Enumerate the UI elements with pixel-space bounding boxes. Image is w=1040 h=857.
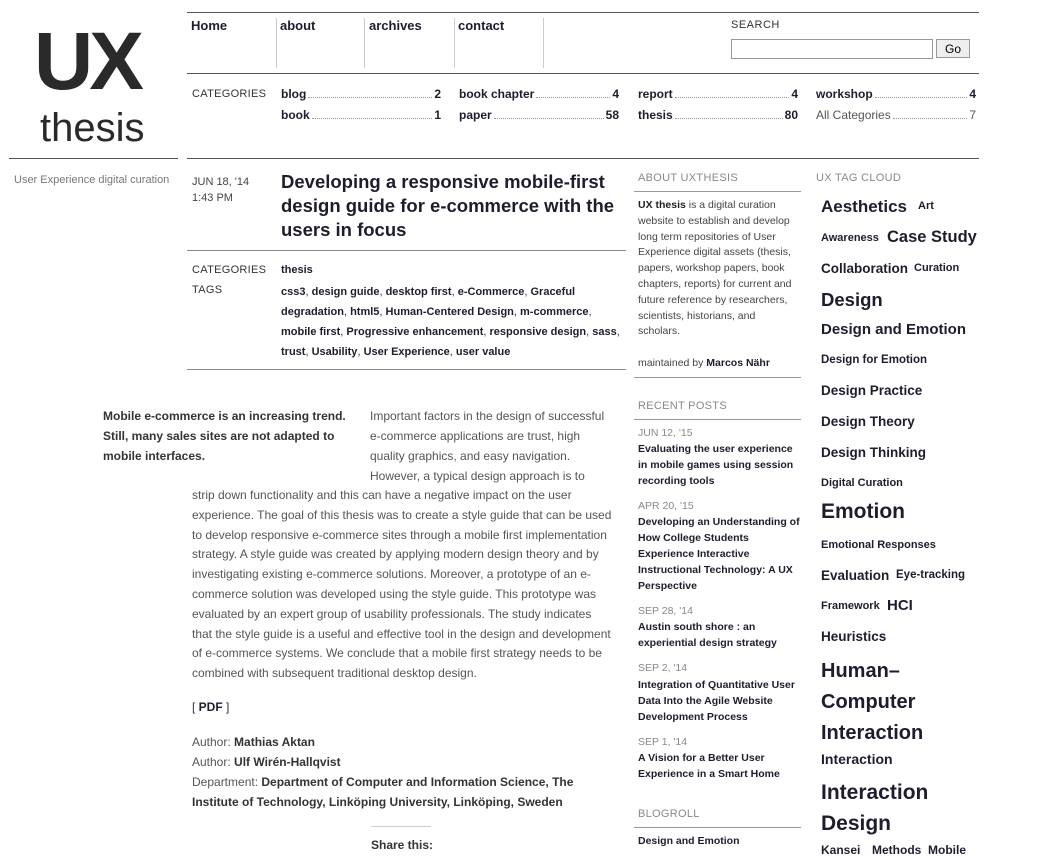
tag-cloud-link[interactable]: Mobile	[928, 843, 966, 857]
tag-link[interactable]: responsive design	[489, 326, 587, 338]
tag-link[interactable]: Progressive enhancement	[346, 326, 484, 338]
recent-post-link[interactable]: Austin south shore : an experiential design strategy	[638, 621, 777, 649]
blogroll-heading: BLOGROLL	[638, 808, 700, 820]
post-category-link[interactable]: thesis	[281, 264, 313, 276]
post-date-time: 1:43 PM	[192, 192, 233, 204]
recent-post-link[interactable]: Developing an Understanding of How College Students Experience Interactive Instructional Technology: A UX Perspective	[638, 516, 800, 592]
category-count: 80	[784, 108, 798, 122]
about-brand: UX thesis	[638, 199, 686, 211]
department-row: Department: Department of Computer and Information Science, The Institute of Technology, Linköping University, Linköping, Sweden	[192, 775, 574, 809]
tag-cloud-link[interactable]: Heuristics	[821, 629, 887, 644]
nav-separator	[364, 18, 365, 68]
tag-cloud-link[interactable]: Design Practice	[821, 383, 923, 398]
recent-posts-rule	[634, 419, 801, 420]
logo-ux[interactable]: UX	[34, 16, 140, 107]
post-meta-rule	[187, 369, 626, 370]
category-count: 4	[969, 87, 976, 101]
post-tags-label: TAGS	[192, 284, 223, 296]
category-paper[interactable]	[459, 108, 619, 122]
author-row: Author: Mathias Aktan	[192, 735, 315, 749]
maintainer-link[interactable]: Marcos Nähr	[706, 357, 770, 369]
tag-link[interactable]: e-Commerce	[457, 286, 525, 298]
share-heading: Share this:	[371, 838, 434, 852]
blogroll-rule	[634, 827, 801, 828]
about-rule	[634, 191, 801, 192]
post-body: strip down functionality and this can have a negative impact on the user experience. The goal of this thesis was to create a style guide that can be used to develop responsive e-commerce sites through a mobile first implementation strategy. A style guide was created by applying modern design theory and by investigating existing e-commerce solutions. Moreover, a prototype of an e-commerce solution was developed using the style guide. This prototype was evaluated by an expert group of usability professionals. The study indicates that the style guide is a useful and effective tool in the design and development of e-commerce systems. We conclude that a mobile first strategy needs to be combined with subsequent traditional desktop design.	[192, 488, 612, 681]
nav-contact[interactable]: contact	[458, 18, 505, 33]
recent-post-date: SEP 2, '14	[638, 662, 688, 674]
category-all[interactable]	[816, 108, 976, 122]
header-top-rule	[187, 12, 979, 13]
tag-cloud-link[interactable]: Design	[821, 289, 883, 310]
tag-link[interactable]: user value	[455, 346, 511, 358]
blogroll-link[interactable]: Design and Emotion	[638, 835, 740, 847]
category-workshop[interactable]	[816, 87, 976, 101]
tag-link[interactable]: trust	[281, 346, 306, 358]
tag-cloud-heading: UX TAG CLOUD	[816, 172, 902, 184]
category-thesis[interactable]	[638, 108, 798, 122]
category-count: 1	[434, 108, 441, 122]
tag-cloud-link[interactable]: Awareness	[821, 232, 879, 244]
category-count: 7	[969, 108, 976, 122]
post-body-intro: Important factors in the design of successful e-commerce applications are trust, high quality graphics, and easy navigation. However, a typical design approach is to	[370, 409, 605, 483]
tag-link[interactable]: css3	[281, 286, 306, 298]
category-name: report	[638, 87, 673, 101]
tag-cloud-link[interactable]: Design Theory	[821, 414, 915, 429]
pdf-link[interactable]: PDF	[198, 700, 223, 714]
tag-cloud-link[interactable]: Eye-tracking	[896, 569, 966, 581]
tag-cloud-link[interactable]: Methods	[872, 843, 922, 857]
author-name: Ulf Wirén-Hallqvist	[234, 755, 341, 769]
tag-cloud-link[interactable]: Evaluation	[821, 568, 890, 583]
tag-link[interactable]: User Experience	[363, 346, 450, 358]
category-blog[interactable]	[281, 87, 441, 101]
category-count: 4	[791, 87, 798, 101]
tag-cloud-link[interactable]: Curation	[914, 262, 960, 274]
post-info	[192, 732, 612, 812]
tag-cloud-link[interactable]: Design for Emotion	[821, 354, 928, 366]
category-name: paper	[459, 108, 492, 122]
recent-post-link[interactable]: Evaluating the user experience in mobile games using session recording tools	[638, 443, 794, 487]
tag-link[interactable]: desktop first	[385, 286, 452, 298]
category-name: workshop	[816, 87, 873, 101]
author-row: Author: Ulf Wirén-Hallqvist	[192, 755, 341, 769]
tag-cloud-link[interactable]: Human–Computer Interaction	[821, 660, 924, 744]
nav-separator	[454, 18, 455, 68]
category-count: 58	[605, 108, 619, 122]
category-count: 4	[612, 87, 619, 101]
site-tagline: User Experience digital curation	[14, 174, 170, 186]
tag-link[interactable]: design guide	[311, 286, 380, 298]
maintained-by: maintained by Marcos Nähr	[638, 357, 770, 369]
search-label: SEARCH	[731, 19, 780, 31]
department-name: Department of Computer and Information Science, The Institute of Technology, Linköping University, Linköping, Sweden	[192, 775, 574, 809]
tag-cloud-link[interactable]: Framework	[821, 600, 880, 612]
category-count: 2	[434, 87, 441, 101]
category-name: blog	[281, 87, 307, 101]
tag-link[interactable]: Human-Centered Design	[385, 306, 514, 318]
category-book[interactable]	[281, 108, 441, 122]
tag-link[interactable]: Usability	[311, 346, 358, 358]
header-mid-rule	[187, 73, 979, 74]
tag-cloud-link[interactable]: Emotion	[821, 500, 905, 523]
category-name: thesis	[638, 108, 673, 122]
tag-link[interactable]: html5	[350, 306, 380, 318]
tag-cloud-link[interactable]: Case Study	[887, 228, 977, 246]
search-input[interactable]	[731, 39, 933, 59]
tag-cloud-link[interactable]: Interaction	[821, 751, 893, 767]
tag-cloud-link[interactable]: Design and Emotion	[821, 321, 967, 338]
category-book-chapter[interactable]	[459, 87, 619, 101]
categories-label: CATEGORIES	[192, 88, 267, 100]
about-heading: ABOUT UXTHESIS	[638, 172, 738, 184]
tag-cloud-link[interactable]: Aesthetics	[821, 197, 907, 216]
tag-cloud-link[interactable]: Collaboration	[821, 261, 908, 276]
post-tags: css3, design guide, desktop first, e-Commerce, Graceful degradation, html5, Human-Centered Design, m-commerce, mobile first, Progressive enhancement, responsive design, sass, trust, Usability, User Experience, user value	[281, 286, 620, 358]
post-date	[192, 174, 272, 206]
category-name: All Categories	[816, 108, 891, 122]
recent-post-link[interactable]: A Vision for a Better User Experience in a Smart Home	[638, 752, 780, 780]
post-title-rule	[187, 250, 626, 251]
tag-cloud-link[interactable]: Kansei	[821, 843, 861, 857]
recent-post-date: JUN 12, '15	[638, 427, 693, 439]
tag-link[interactable]: sass	[592, 326, 617, 338]
header-bottom-rule	[187, 158, 979, 159]
nav-separator	[543, 18, 544, 68]
post-categories-label: CATEGORIES	[192, 264, 267, 276]
tag-link[interactable]: mobile first	[281, 326, 341, 338]
logo-divider	[9, 158, 178, 159]
tag-cloud-link[interactable]: HCI	[887, 597, 913, 614]
nav-about[interactable]: about	[280, 18, 316, 33]
recent-post-link[interactable]: Integration of Quantitative User Data Into the Agile Website Development Process	[638, 679, 795, 723]
tag-cloud-link[interactable]: Design Thinking	[821, 445, 927, 460]
tag-cloud-link[interactable]: Digital Curation	[821, 477, 903, 489]
about-text: UX thesis is a digital curation website to establish and develop long term repositories of User Experience digital assets (thesis, papers, workshop papers, book chapters, reports) for current and future reference by researchers, scientists, historians, and scholars.	[638, 199, 792, 338]
post-lead: Mobile e-commerce is an increasing trend. Still, many sales sites are not adapted to mobile interfaces.	[103, 409, 346, 463]
tag-cloud-link[interactable]: Emotional Responses	[821, 539, 936, 551]
author-name: Mathias Aktan	[234, 735, 315, 749]
nav-home[interactable]: Home	[191, 18, 228, 33]
category-name: book chapter	[459, 87, 535, 101]
category-report[interactable]	[638, 87, 798, 101]
category-name: book	[281, 108, 310, 122]
share-divider	[371, 826, 431, 827]
post-title[interactable]: Developing a responsive mobile-first design guide for e-commerce with the users in focus	[281, 171, 615, 240]
about-bottom-rule	[634, 377, 801, 378]
recent-post-date: SEP 28, '14	[638, 605, 693, 617]
logo-thesis[interactable]: thesis	[40, 106, 145, 150]
post-date-day: JUN 18, '14	[192, 176, 250, 188]
tag-cloud-link[interactable]: Interaction Design	[821, 781, 929, 835]
nav-archives[interactable]: archives	[369, 18, 422, 33]
tag-link[interactable]: m-commerce	[520, 306, 589, 318]
nav-separator	[276, 18, 277, 68]
recent-post-date: APR 20, '15	[638, 500, 694, 512]
tag-cloud-link[interactable]: Art	[918, 200, 934, 212]
tag-link[interactable]: Graceful degradation	[281, 286, 576, 318]
pdf-link-wrapper: [ PDF ]	[192, 700, 230, 714]
recent-post-date: SEP 1, '14	[638, 736, 688, 748]
search-go-button[interactable]: Go	[936, 39, 970, 58]
recent-posts-heading: RECENT POSTS	[638, 400, 727, 412]
